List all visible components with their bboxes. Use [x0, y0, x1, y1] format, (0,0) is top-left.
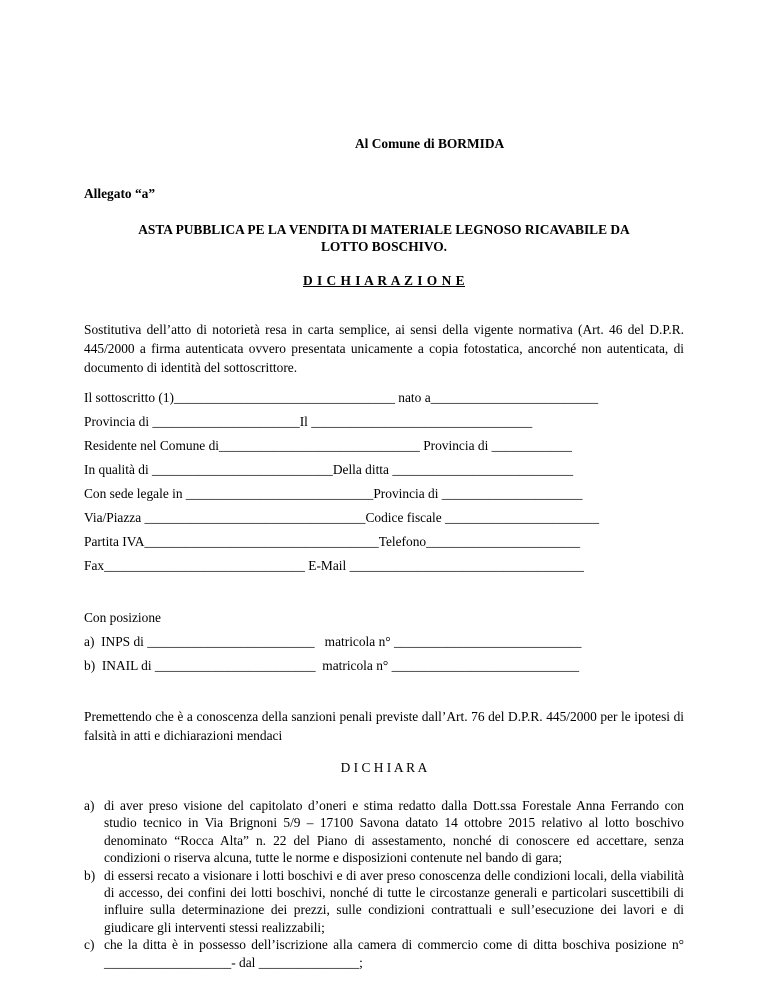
item-marker: b) [84, 867, 96, 883]
list-item [84, 867, 684, 937]
declaration-list [84, 797, 684, 971]
item-marker: a) [84, 798, 95, 813]
field-partita-iva: Partita IVA___________________________________Telefono_______________________ [84, 534, 581, 549]
recipient: Al Comune di BORMIDA [355, 136, 505, 151]
field-fax-email: Fax______________________________ E-Mail ___________________________________ [84, 558, 584, 573]
item-marker: c) [84, 937, 95, 953]
field-qualita: In qualità di ___________________________Della ditta ___________________________ [84, 462, 574, 477]
field-residente: Residente nel Comune di______________________________ Provincia di ____________ [84, 438, 572, 453]
subject-line-1: ASTA PUBBLICA PE LA VENDITA DI MATERIALE LEGNOSO RICAVABILE DA [138, 222, 630, 237]
allegato-label: Allegato “a” [84, 186, 156, 201]
item-text: che la ditta è in possesso dell’iscrizione alla camera di commercio come di ditta boschiva posizione n° ___________________- dal _______________; [104, 937, 684, 970]
intro-paragraph: Sostitutiva dell’atto di notorietà resa in carta semplice, ai sensi della vigente normativa (Art. 46 del D.P.R. 445/2000 a firma autenticata ovvero presentata unicamente a copia fotostatica, ancorché non autenticata, di documento di identità del sottoscrittore. [84, 322, 684, 375]
declare-title: D I C H I A R A [340, 760, 428, 775]
item-text: di essersi recato a visionare i lotti boschivi e di aver preso conoscenza delle condizioni locali, della viabilità di accesso, dei confini dei lotti boschivi, nonché di tutte le circostanze generali e particolari suscettibili di influire sulla determinazione dei prezzi, sulle condizioni contrattuali e sull’esecuzione dei lavori e di giudicare gli interventi stessi realizzabili; [104, 867, 684, 935]
field-inps: a) INPS di _________________________ matricola n° ____________________________ [84, 634, 582, 649]
position-heading: Con posizione [84, 610, 161, 625]
item-text: di aver preso visione del capitolato d’oneri e stima redatto dalla Dott.ssa Forestale Anna Ferrando con studio tecnico in Via Brignoni 5/9 – 17100 Savona datato 14 ottobre 2015 relativo al lotto boschivo denominato “Rocca Alta” n. 22 del Piano di assestamento, nonché di conoscere ed accettare, senza condizioni o riserva alcuna, tutte le norme e disposizioni contenute nel bando di gara; [104, 798, 684, 866]
field-sede-legale: Con sede legale in ____________________________Provincia di _____________________ [84, 486, 583, 501]
document-title: D I C H I A R A Z I O N E [302, 273, 466, 288]
list-item [84, 936, 684, 971]
field-provincia: Provincia di ______________________Il _________________________________ [84, 414, 533, 429]
list-item [84, 797, 684, 867]
premise-paragraph: Premettendo che è a conoscenza della sanzioni penali previste dall’Art. 76 del D.P.R. 445/2000 per le ipotesi di falsità in atti e dichiarazioni mendaci [84, 709, 684, 743]
subject-line-2: LOTTO BOSCHIVO. [321, 239, 447, 254]
field-via-piazza: Via/Piazza _________________________________Codice fiscale _______________________ [84, 510, 600, 525]
field-inail: b) INAIL di ________________________ matricola n° ____________________________ [84, 658, 580, 673]
field-sottoscritto: Il sottoscritto (1)_________________________________ nato a_________________________ [84, 390, 599, 405]
